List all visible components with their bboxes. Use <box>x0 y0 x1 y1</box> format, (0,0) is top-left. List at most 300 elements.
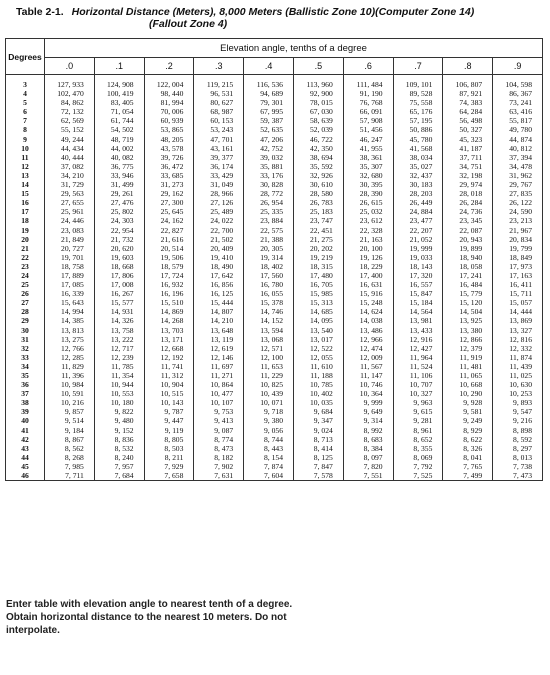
distance-cell: 35, 307 <box>343 162 393 171</box>
distance-cell: 10, 071 <box>244 398 294 407</box>
table-row <box>6 426 543 435</box>
distance-cell: 11, 439 <box>493 362 543 371</box>
distance-cell: 25, 183 <box>293 207 343 216</box>
table-row <box>6 362 543 371</box>
distance-cell: 11, 106 <box>393 371 443 380</box>
distance-cell: 38, 361 <box>343 153 393 162</box>
distance-cell: 55, 152 <box>45 125 95 134</box>
distance-cell: 8, 961 <box>393 426 443 435</box>
distance-cell: 24, 884 <box>393 207 443 216</box>
table-row <box>6 98 543 107</box>
table-row <box>6 207 543 216</box>
distance-cell: 7, 658 <box>144 471 194 481</box>
distance-cell: 41, 187 <box>443 144 493 153</box>
distance-cell: 18, 940 <box>443 253 493 262</box>
degree-cell: 26 <box>6 289 45 298</box>
distance-cell: 67, 995 <box>244 107 294 116</box>
distance-cell: 10, 668 <box>443 380 493 389</box>
distance-cell: 34, 210 <box>45 171 95 180</box>
distance-cell: 11, 271 <box>194 371 244 380</box>
table-row <box>6 171 543 180</box>
distance-cell: 20, 305 <box>244 244 294 253</box>
distance-cell: 53, 865 <box>144 125 194 134</box>
distance-cell: 14, 685 <box>293 307 343 316</box>
distance-cell: 11, 065 <box>443 371 493 380</box>
distance-cell: 11, 354 <box>94 371 144 380</box>
table-row <box>6 416 543 425</box>
distance-cell: 8, 013 <box>493 453 543 462</box>
distance-cell: 17, 560 <box>244 271 294 280</box>
distance-cell: 18, 668 <box>94 262 144 271</box>
table-row <box>6 316 543 325</box>
distance-cell: 66, 091 <box>343 107 393 116</box>
distance-cell: 13, 703 <box>144 326 194 335</box>
degree-cell: 41 <box>6 426 45 435</box>
distance-cell: 8, 268 <box>45 453 95 462</box>
distance-cell: 44, 874 <box>493 135 543 144</box>
distance-cell: 89, 528 <box>393 89 443 98</box>
distance-cell: 14, 385 <box>45 316 95 325</box>
distance-cell: 84, 862 <box>45 98 95 107</box>
distance-cell: 49, 780 <box>493 125 543 134</box>
distance-cell: 10, 477 <box>194 389 244 398</box>
distance-cell: 8, 297 <box>493 444 543 453</box>
column-header: .3 <box>194 58 244 75</box>
distance-cell: 27, 476 <box>94 198 144 207</box>
distance-cell: 33, 685 <box>144 171 194 180</box>
distance-cell: 52, 039 <box>293 125 343 134</box>
table-row <box>6 344 543 353</box>
distance-cell: 13, 925 <box>443 316 493 325</box>
distance-cell: 47, 701 <box>194 135 244 144</box>
distance-cell: 8, 414 <box>293 444 343 453</box>
distance-cell: 20, 620 <box>94 244 144 253</box>
distance-cell: 7, 473 <box>493 471 543 481</box>
distance-cell: 9, 413 <box>194 416 244 425</box>
table-row <box>6 80 543 89</box>
distance-cell: 60, 153 <box>194 116 244 125</box>
distance-cell: 7, 738 <box>493 462 543 471</box>
distance-cell: 9, 314 <box>343 416 393 425</box>
distance-cell: 26, 284 <box>443 198 493 207</box>
degree-cell: 8 <box>6 125 45 134</box>
distance-cell: 67, 030 <box>293 107 343 116</box>
distance-cell: 24, 590 <box>493 207 543 216</box>
degree-cell: 13 <box>6 171 45 180</box>
distance-cell: 19, 899 <box>443 244 493 253</box>
distance-cell: 30, 610 <box>293 180 343 189</box>
distance-cell: 39, 032 <box>244 153 294 162</box>
distance-cell: 11, 025 <box>493 371 543 380</box>
table-row <box>6 89 543 98</box>
degree-cell: 19 <box>6 226 45 235</box>
table-body <box>6 75 543 481</box>
distance-cell: 11, 481 <box>443 362 493 371</box>
distance-cell: 8, 473 <box>194 444 244 453</box>
distance-cell: 10, 630 <box>493 380 543 389</box>
distance-cell: 40, 082 <box>94 153 144 162</box>
distance-cell: 17, 806 <box>94 271 144 280</box>
distance-cell: 11, 829 <box>45 362 95 371</box>
distance-cell: 39, 377 <box>194 153 244 162</box>
degree-cell: 30 <box>6 326 45 335</box>
distance-cell: 8, 683 <box>343 435 393 444</box>
distance-cell: 86, 367 <box>493 89 543 98</box>
table-row <box>6 298 543 307</box>
degree-cell: 27 <box>6 298 45 307</box>
distance-cell: 9, 281 <box>393 416 443 425</box>
distance-cell: 21, 163 <box>343 235 393 244</box>
tenths-header-row <box>6 58 543 75</box>
distance-cell: 49, 244 <box>45 135 95 144</box>
distance-cell: 14, 931 <box>94 307 144 316</box>
distance-cell: 14, 746 <box>244 307 294 316</box>
distance-cell: 58, 639 <box>293 116 343 125</box>
distance-cell: 64, 284 <box>443 107 493 116</box>
distance-cell: 10, 180 <box>94 398 144 407</box>
table-row <box>6 335 543 344</box>
degree-cell: 40 <box>6 416 45 425</box>
distance-cell: 20, 100 <box>343 244 393 253</box>
distance-cell: 13, 594 <box>244 326 294 335</box>
degree-cell: 38 <box>6 398 45 407</box>
distance-cell: 98, 440 <box>144 89 194 98</box>
distance-cell: 16, 484 <box>443 280 493 289</box>
degree-cell: 12 <box>6 162 45 171</box>
distance-cell: 31, 499 <box>94 180 144 189</box>
distance-cell: 8, 652 <box>393 435 443 444</box>
distance-cell: 15, 985 <box>293 289 343 298</box>
column-header: .1 <box>94 58 144 75</box>
distance-cell: 15, 248 <box>343 298 393 307</box>
distance-cell: 8, 562 <box>45 444 95 453</box>
distance-cell: 17, 320 <box>393 271 443 280</box>
distance-cell: 21, 052 <box>393 235 443 244</box>
distance-cell: 57, 195 <box>393 116 443 125</box>
distance-cell: 32, 926 <box>293 171 343 180</box>
table-row <box>6 244 543 253</box>
distance-cell: 124, 908 <box>94 80 144 89</box>
distance-cell: 10, 746 <box>343 380 393 389</box>
distance-cell: 7, 525 <box>393 471 443 481</box>
distance-cell: 12, 100 <box>244 353 294 362</box>
table-row <box>6 189 543 198</box>
distance-cell: 13, 119 <box>194 335 244 344</box>
distance-cell: 12, 916 <box>393 335 443 344</box>
degree-cell: 43 <box>6 444 45 453</box>
distance-cell: 54, 502 <box>94 125 144 134</box>
distance-cell: 8, 622 <box>443 435 493 444</box>
distance-cell: 19, 701 <box>45 253 95 262</box>
distance-cell: 15, 444 <box>194 298 244 307</box>
distance-cell: 8, 805 <box>144 435 194 444</box>
distance-cell: 8, 774 <box>194 435 244 444</box>
distance-cell: 13, 981 <box>393 316 443 325</box>
distance-cell: 15, 643 <box>45 298 95 307</box>
table-row <box>6 198 543 207</box>
distance-cell: 16, 339 <box>45 289 95 298</box>
distance-cell: 83, 405 <box>94 98 144 107</box>
distance-cell: 7, 957 <box>94 462 144 471</box>
distance-cell: 91, 190 <box>343 89 393 98</box>
distance-cell: 61, 744 <box>94 116 144 125</box>
distance-cell: 19, 219 <box>293 253 343 262</box>
table-row <box>6 271 543 280</box>
distance-cell: 65, 176 <box>393 107 443 116</box>
distance-cell: 127, 933 <box>45 80 95 89</box>
distance-cell: 10, 864 <box>194 380 244 389</box>
distance-cell: 28, 580 <box>293 189 343 198</box>
distance-cell: 7, 902 <box>194 462 244 471</box>
distance-cell: 17, 480 <box>293 271 343 280</box>
distance-cell: 16, 780 <box>244 280 294 289</box>
distance-cell: 9, 581 <box>443 407 493 416</box>
distance-cell: 22, 087 <box>443 226 493 235</box>
distance-cell: 8, 097 <box>343 453 393 462</box>
distance-cell: 17, 163 <box>493 271 543 280</box>
table-row <box>6 162 543 171</box>
distance-cell: 38, 694 <box>293 153 343 162</box>
distance-cell: 37, 711 <box>443 153 493 162</box>
distance-cell: 12, 239 <box>94 353 144 362</box>
distance-cell: 7, 985 <box>45 462 95 471</box>
distance-cell: 10, 553 <box>94 389 144 398</box>
distance-cell: 10, 944 <box>94 380 144 389</box>
distance-cell: 13, 540 <box>293 326 343 335</box>
distance-cell: 92, 900 <box>293 89 343 98</box>
distance-cell: 29, 767 <box>493 180 543 189</box>
table-row <box>6 398 543 407</box>
table-row <box>6 407 543 416</box>
distance-cell: 35, 027 <box>393 162 443 171</box>
distance-cell: 23, 083 <box>45 226 95 235</box>
distance-cell: 10, 439 <box>244 389 294 398</box>
distance-cell: 12, 009 <box>343 353 393 362</box>
distance-cell: 96, 531 <box>194 89 244 98</box>
degree-cell: 25 <box>6 280 45 289</box>
distance-cell: 46, 722 <box>293 135 343 144</box>
elevation-group-header: Elevation angle, tenths of a degree <box>45 39 543 58</box>
distance-cell: 21, 275 <box>293 235 343 244</box>
distance-cell: 68, 987 <box>194 107 244 116</box>
distance-cell: 42, 350 <box>293 144 343 153</box>
distance-cell: 29, 162 <box>144 189 194 198</box>
distance-cell: 17, 889 <box>45 271 95 280</box>
distance-cell: 21, 967 <box>493 226 543 235</box>
distance-cell: 122, 004 <box>144 80 194 89</box>
degree-cell: 39 <box>6 407 45 416</box>
distance-cell: 8, 125 <box>293 453 343 462</box>
distance-cell: 8, 069 <box>393 453 443 462</box>
distance-cell: 25, 645 <box>144 207 194 216</box>
distance-cell: 15, 378 <box>244 298 294 307</box>
table-row <box>6 180 543 189</box>
distance-cell: 30, 828 <box>244 180 294 189</box>
distance-cell: 16, 125 <box>194 289 244 298</box>
distance-cell: 12, 055 <box>293 353 343 362</box>
distance-cell: 16, 705 <box>293 280 343 289</box>
distance-cell: 46, 247 <box>343 135 393 144</box>
distance-cell: 23, 884 <box>244 216 294 225</box>
degree-cell: 10 <box>6 144 45 153</box>
distance-table-container <box>5 38 543 580</box>
distance-cell: 39, 726 <box>144 153 194 162</box>
distance-cell: 11, 312 <box>144 371 194 380</box>
distance-cell: 33, 429 <box>194 171 244 180</box>
distance-cell: 12, 427 <box>393 344 443 353</box>
table-row <box>6 462 543 471</box>
distance-cell: 36, 174 <box>194 162 244 171</box>
distance-cell: 25, 802 <box>94 207 144 216</box>
distance-cell: 18, 402 <box>244 262 294 271</box>
distance-cell: 34, 478 <box>493 162 543 171</box>
distance-cell: 12, 717 <box>94 344 144 353</box>
column-header: .9 <box>493 58 543 75</box>
distance-cell: 8, 355 <box>393 444 443 453</box>
distance-cell: 35, 881 <box>244 162 294 171</box>
degree-cell: 28 <box>6 307 45 316</box>
distance-cell: 9, 152 <box>94 426 144 435</box>
distance-cell: 12, 866 <box>443 335 493 344</box>
degree-cell: 33 <box>6 353 45 362</box>
distance-cell: 13, 433 <box>393 326 443 335</box>
distance-cell: 18, 315 <box>293 262 343 271</box>
distance-cell: 116, 536 <box>244 80 294 89</box>
distance-cell: 8, 898 <box>493 426 543 435</box>
distance-cell: 56, 498 <box>443 116 493 125</box>
distance-cell: 20, 409 <box>194 244 244 253</box>
distance-cell: 14, 210 <box>194 316 244 325</box>
table-row <box>6 353 543 362</box>
distance-cell: 34, 751 <box>443 162 493 171</box>
distance-cell: 19, 603 <box>94 253 144 262</box>
distance-cell: 37, 082 <box>45 162 95 171</box>
table-row <box>6 135 543 144</box>
distance-cell: 13, 327 <box>493 326 543 335</box>
distance-cell: 7, 820 <box>343 462 393 471</box>
table-row <box>6 253 543 262</box>
distance-cell: 9, 347 <box>293 416 343 425</box>
table-row <box>6 262 543 271</box>
distance-cell: 59, 387 <box>244 116 294 125</box>
degree-cell: 24 <box>6 271 45 280</box>
distance-cell: 119, 215 <box>194 80 244 89</box>
distance-cell: 8, 992 <box>343 426 393 435</box>
distance-cell: 102, 470 <box>45 89 95 98</box>
distance-cell: 20, 727 <box>45 244 95 253</box>
distance-cell: 11, 567 <box>343 362 393 371</box>
distance-cell: 25, 032 <box>343 207 393 216</box>
distance-cell: 11, 964 <box>393 353 443 362</box>
distance-cell: 17, 085 <box>45 280 95 289</box>
distance-cell: 18, 758 <box>45 262 95 271</box>
table-row <box>6 235 543 244</box>
distance-cell: 41, 955 <box>343 144 393 153</box>
distance-cell: 9, 963 <box>393 398 443 407</box>
column-header: .0 <box>45 58 95 75</box>
distance-cell: 24, 303 <box>94 216 144 225</box>
distance-cell: 16, 631 <box>343 280 393 289</box>
distance-cell: 9, 753 <box>194 407 244 416</box>
table-row <box>6 471 543 481</box>
distance-cell: 24, 022 <box>194 216 244 225</box>
distance-cell: 14, 326 <box>94 316 144 325</box>
distance-cell: 12, 966 <box>343 335 393 344</box>
distance-cell: 38, 034 <box>393 153 443 162</box>
distance-cell: 44, 434 <box>45 144 95 153</box>
degree-cell: 21 <box>6 244 45 253</box>
distance-cell: 57, 908 <box>343 116 393 125</box>
distance-cell: 17, 973 <box>493 262 543 271</box>
degree-cell: 4 <box>6 89 45 98</box>
distance-cell: 48, 719 <box>94 135 144 144</box>
distance-cell: 21, 502 <box>194 235 244 244</box>
distance-cell: 53, 243 <box>194 125 244 134</box>
table-label: Table 2-1. <box>16 6 64 18</box>
distance-cell: 28, 390 <box>343 189 393 198</box>
distance-cell: 20, 202 <box>293 244 343 253</box>
distance-cell: 11, 919 <box>443 353 493 362</box>
distance-cell: 27, 655 <box>45 198 95 207</box>
distance-cell: 11, 741 <box>144 362 194 371</box>
distance-cell: 9, 024 <box>293 426 343 435</box>
column-header: .2 <box>144 58 194 75</box>
distance-cell: 21, 616 <box>144 235 194 244</box>
degree-cell: 37 <box>6 389 45 398</box>
distance-cell: 104, 598 <box>493 80 543 89</box>
column-header: .5 <box>293 58 343 75</box>
distance-cell: 9, 380 <box>244 416 294 425</box>
distance-cell: 14, 152 <box>244 316 294 325</box>
distance-cell: 21, 388 <box>244 235 294 244</box>
table-row <box>6 116 543 125</box>
degree-cell: 17 <box>6 207 45 216</box>
table-row <box>6 453 543 462</box>
distance-cell: 10, 984 <box>45 380 95 389</box>
distance-cell: 8, 154 <box>244 453 294 462</box>
distance-cell: 11, 147 <box>343 371 393 380</box>
table-row <box>6 216 543 225</box>
distance-cell: 43, 578 <box>144 144 194 153</box>
distance-cell: 11, 396 <box>45 371 95 380</box>
distance-cell: 78, 015 <box>293 98 343 107</box>
distance-cell: 9, 787 <box>144 407 194 416</box>
table-row <box>6 307 543 316</box>
distance-cell: 13, 275 <box>45 335 95 344</box>
distance-cell: 24, 162 <box>144 216 194 225</box>
distance-cell: 19, 999 <box>393 244 443 253</box>
distance-cell: 15, 184 <box>393 298 443 307</box>
table-row <box>6 226 543 235</box>
distance-cell: 22, 700 <box>194 226 244 235</box>
degree-cell: 42 <box>6 435 45 444</box>
distance-cell: 14, 869 <box>144 307 194 316</box>
distance-cell: 7, 604 <box>244 471 294 481</box>
distance-cell: 11, 785 <box>94 362 144 371</box>
degree-cell: 36 <box>6 380 45 389</box>
distance-cell: 10, 591 <box>45 389 95 398</box>
degree-cell: 32 <box>6 344 45 353</box>
distance-cell: 9, 684 <box>293 407 343 416</box>
column-header: .4 <box>244 58 294 75</box>
distance-cell: 9, 056 <box>244 426 294 435</box>
distance-cell: 13, 758 <box>94 326 144 335</box>
distance-cell: 12, 766 <box>45 344 95 353</box>
distance-cell: 40, 812 <box>493 144 543 153</box>
distance-cell: 10, 904 <box>144 380 194 389</box>
distance-cell: 19, 314 <box>244 253 294 262</box>
distance-cell: 9, 615 <box>393 407 443 416</box>
